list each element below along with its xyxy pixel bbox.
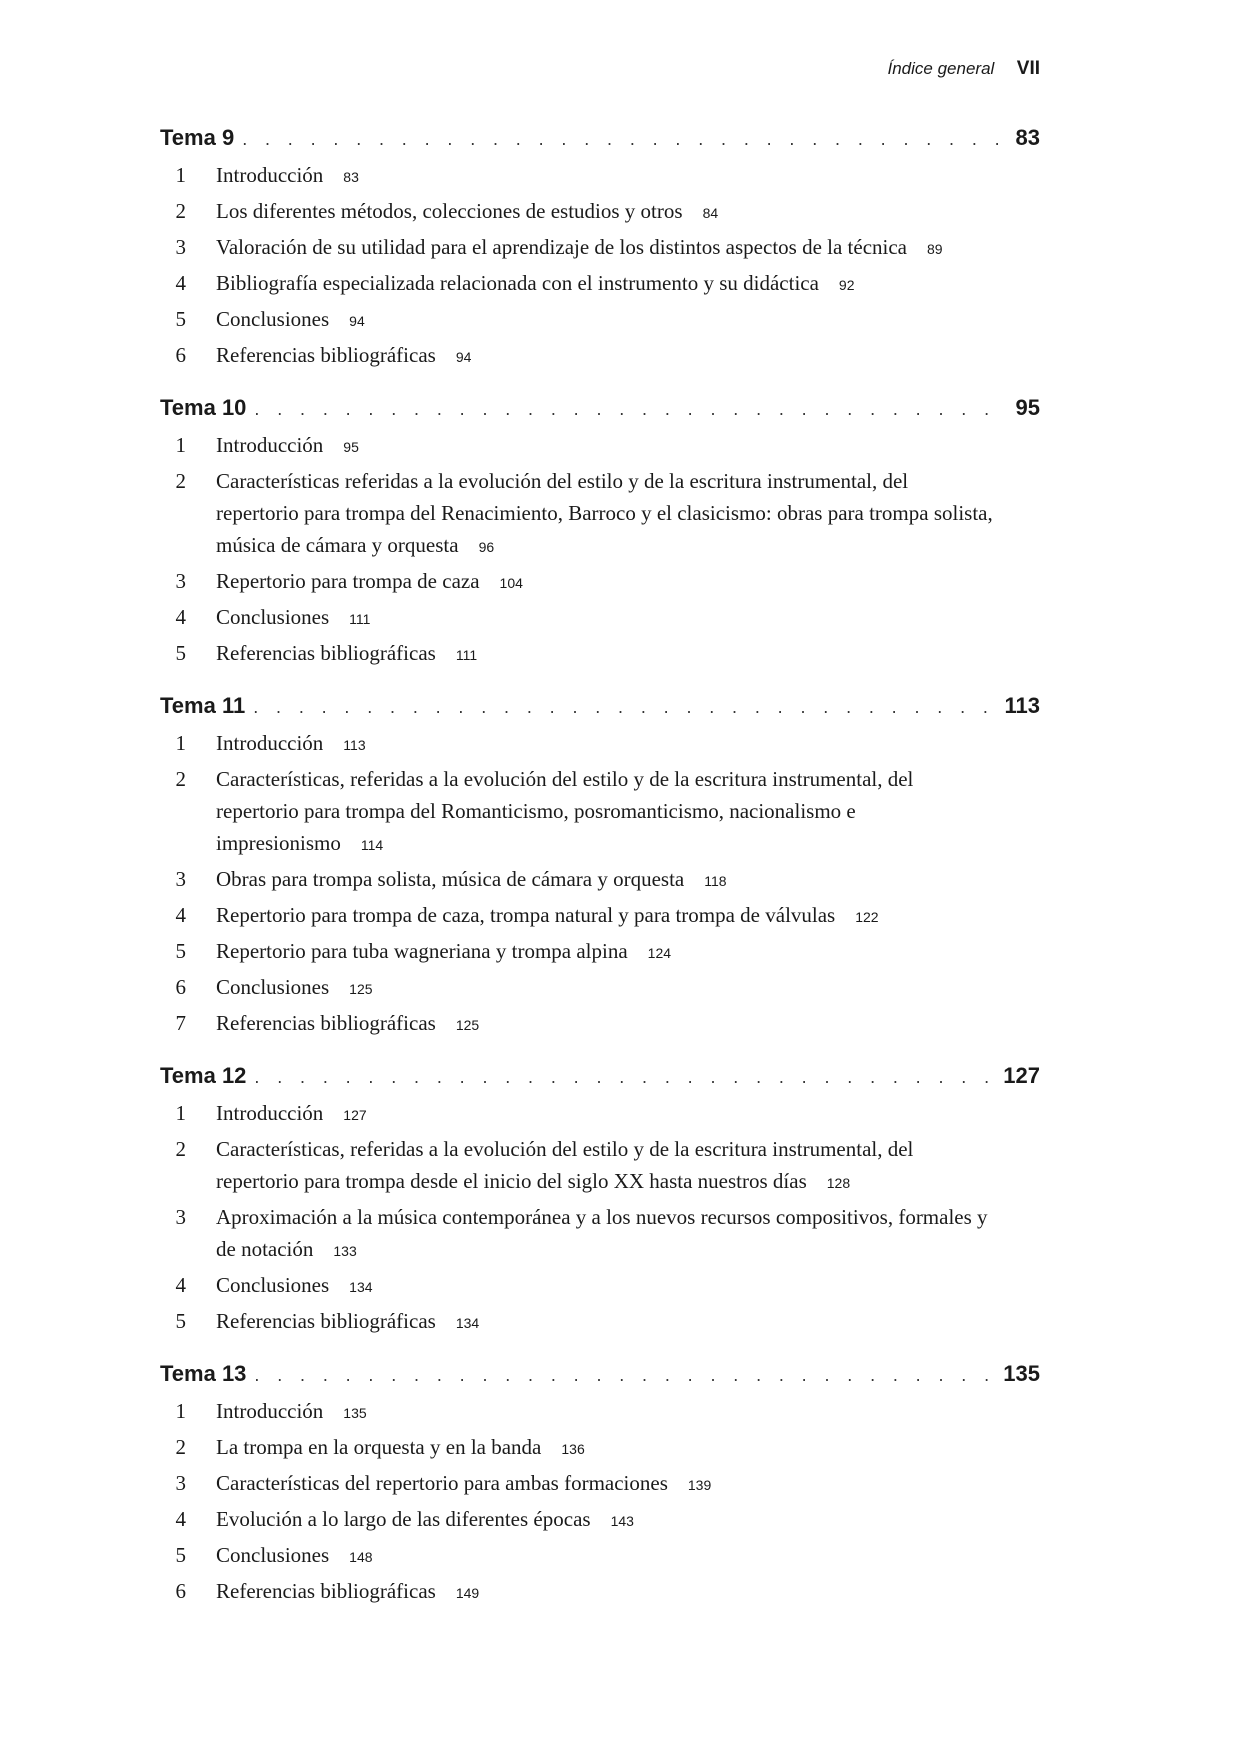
entry-body bbox=[216, 231, 996, 265]
toc-entry[interactable] bbox=[160, 899, 1040, 933]
entry-body bbox=[216, 1097, 996, 1131]
entry-body bbox=[216, 1575, 996, 1609]
entry-title: Obras para trompa solista, música de cámara y orquesta bbox=[216, 867, 685, 891]
entry-title: Bibliografía especializada relacionada con el instrumento y su didáctica bbox=[216, 271, 819, 295]
toc-section-heading[interactable] bbox=[160, 1361, 1040, 1395]
toc-entry[interactable] bbox=[160, 1467, 1040, 1501]
section-title: Tema 11 bbox=[160, 693, 246, 718]
entry-number: 4 bbox=[175, 271, 186, 295]
toc-entry[interactable] bbox=[160, 303, 1040, 337]
entry-page-number: 133 bbox=[333, 1243, 357, 1259]
entry-body bbox=[216, 899, 996, 933]
section-page-number: 95 bbox=[1015, 395, 1040, 420]
entry-body bbox=[216, 303, 996, 337]
entry-number: 2 bbox=[175, 199, 186, 223]
entry-page-number: 135 bbox=[343, 1405, 367, 1421]
entry-number: 2 bbox=[175, 767, 186, 791]
entry-title: La trompa en la orquesta y en la banda bbox=[216, 1435, 542, 1459]
entry-body bbox=[216, 1395, 996, 1429]
entry-title: Referencias bibliográficas bbox=[216, 1309, 436, 1333]
entry-number: 4 bbox=[175, 903, 186, 927]
entry-body bbox=[216, 601, 996, 635]
entry-number: 1 bbox=[175, 163, 186, 187]
entry-page-number: 94 bbox=[349, 313, 365, 329]
entry-body bbox=[216, 465, 996, 563]
entry-page-number: 124 bbox=[647, 945, 672, 961]
entry-body bbox=[216, 1539, 996, 1573]
section-title: Tema 9 bbox=[160, 125, 235, 150]
entry-title: Los diferentes métodos, colecciones de estudios y otros bbox=[216, 199, 683, 223]
entry-title: Introducción bbox=[216, 1399, 324, 1423]
entry-body bbox=[216, 763, 996, 861]
toc-entry[interactable] bbox=[160, 1097, 1040, 1131]
toc-entry[interactable] bbox=[160, 565, 1040, 599]
entry-number: 1 bbox=[175, 731, 186, 755]
entry-page-number: 134 bbox=[349, 1279, 373, 1295]
toc-entry[interactable] bbox=[160, 159, 1040, 193]
entry-page-number: 127 bbox=[343, 1107, 367, 1123]
toc-section bbox=[160, 1361, 1040, 1609]
entry-title: Referencias bibliográficas bbox=[216, 641, 436, 665]
dot-leader bbox=[254, 399, 1003, 420]
entry-title: Introducción bbox=[216, 731, 324, 755]
entry-number: 5 bbox=[175, 939, 186, 963]
entry-title: Introducción bbox=[216, 1101, 324, 1125]
toc-entry[interactable] bbox=[160, 1133, 1040, 1199]
entry-title: Características del repertorio para ambas formaciones bbox=[216, 1471, 668, 1495]
entry-body bbox=[216, 1503, 996, 1537]
entry-title: Conclusiones bbox=[216, 605, 330, 629]
dot-leader bbox=[253, 697, 992, 718]
entry-page-number: 128 bbox=[826, 1175, 851, 1191]
entry-page-number: 139 bbox=[687, 1477, 712, 1493]
entry-number: 4 bbox=[175, 605, 186, 629]
toc-entry[interactable] bbox=[160, 1575, 1040, 1609]
section-title: Tema 13 bbox=[160, 1361, 247, 1386]
entry-title: Conclusiones bbox=[216, 975, 330, 999]
toc-section-heading[interactable] bbox=[160, 1063, 1040, 1097]
toc-entry[interactable] bbox=[160, 231, 1040, 265]
toc-section-heading[interactable] bbox=[160, 125, 1040, 159]
section-page-number: 113 bbox=[1004, 693, 1040, 718]
running-header-title: Índice general bbox=[887, 59, 995, 78]
toc-entry[interactable] bbox=[160, 267, 1040, 301]
entry-page-number: 111 bbox=[455, 647, 478, 663]
entry-title: Repertorio para trompa de caza, trompa natural y para trompa de válvulas bbox=[216, 903, 836, 927]
entry-body bbox=[216, 565, 996, 599]
toc-entry-list bbox=[160, 727, 1040, 1041]
toc-entry[interactable] bbox=[160, 971, 1040, 1005]
toc-entry[interactable] bbox=[160, 1431, 1040, 1465]
toc-entry[interactable] bbox=[160, 1539, 1040, 1573]
entry-page-number: 92 bbox=[838, 277, 855, 293]
entry-page-number: 148 bbox=[349, 1549, 373, 1565]
entry-page-number: 113 bbox=[343, 737, 366, 753]
entry-body bbox=[216, 267, 996, 301]
entry-title: Características, referidas a la evolución del estilo y de la escritura instrumental, del repertorio para trompa desde el inicio del siglo XX hasta nuestros días bbox=[216, 1137, 914, 1193]
entry-page-number: 118 bbox=[704, 873, 727, 889]
entry-body bbox=[216, 1431, 996, 1465]
entry-body bbox=[216, 1269, 996, 1303]
toc-entry[interactable] bbox=[160, 1395, 1040, 1429]
entry-number: 6 bbox=[175, 1579, 186, 1603]
entry-number: 3 bbox=[175, 235, 186, 259]
toc-entry[interactable] bbox=[160, 727, 1040, 761]
toc-section bbox=[160, 693, 1040, 1041]
entry-title: Repertorio para tuba wagneriana y trompa alpina bbox=[216, 939, 628, 963]
toc-entry[interactable] bbox=[160, 601, 1040, 635]
entry-number: 5 bbox=[175, 1309, 186, 1333]
entry-title: Evolución a lo largo de las diferentes épocas bbox=[216, 1507, 591, 1531]
entry-body bbox=[216, 339, 996, 373]
toc-entry[interactable] bbox=[160, 863, 1040, 897]
toc-entry[interactable] bbox=[160, 429, 1040, 463]
entry-title: Referencias bibliográficas bbox=[216, 343, 436, 367]
toc-entry[interactable] bbox=[160, 1305, 1040, 1339]
toc-entry[interactable] bbox=[160, 1201, 1040, 1267]
entry-number: 4 bbox=[175, 1273, 186, 1297]
entry-body bbox=[216, 727, 996, 761]
entry-body bbox=[216, 1133, 996, 1199]
entry-number: 4 bbox=[175, 1507, 186, 1531]
toc-entry[interactable] bbox=[160, 637, 1040, 671]
entry-body bbox=[216, 1467, 996, 1501]
entry-number: 5 bbox=[175, 641, 186, 665]
entry-number: 1 bbox=[175, 1399, 186, 1423]
section-page-number: 135 bbox=[1003, 1361, 1040, 1386]
entry-page-number: 122 bbox=[855, 909, 879, 925]
section-title: Tema 12 bbox=[160, 1063, 247, 1088]
section-page-number: 127 bbox=[1003, 1063, 1040, 1088]
entry-number: 3 bbox=[175, 569, 186, 593]
toc-entry-list bbox=[160, 429, 1040, 671]
entry-body bbox=[216, 1305, 996, 1339]
entry-page-number: 104 bbox=[499, 575, 523, 591]
entry-title: Valoración de su utilidad para el aprendizaje de los distintos aspectos de la técnica bbox=[216, 235, 908, 259]
table-of-contents bbox=[160, 125, 1040, 1631]
section-title: Tema 10 bbox=[160, 395, 247, 420]
entry-title: Introducción bbox=[216, 433, 324, 457]
toc-entry[interactable] bbox=[160, 195, 1040, 229]
entry-page-number: 134 bbox=[455, 1315, 480, 1331]
entry-number: 3 bbox=[175, 1471, 186, 1495]
entry-number: 7 bbox=[175, 1011, 186, 1035]
section-page-number: 83 bbox=[1015, 125, 1040, 150]
entry-page-number: 111 bbox=[349, 611, 371, 627]
entry-page-number: 114 bbox=[360, 837, 384, 853]
entry-title: Aproximación a la música contemporánea y a los nuevos recursos compositivos, formales y de notación bbox=[216, 1205, 988, 1261]
entry-number: 5 bbox=[175, 1543, 186, 1567]
entry-title: Conclusiones bbox=[216, 307, 330, 331]
entry-title: Introducción bbox=[216, 163, 324, 187]
entry-page-number: 94 bbox=[455, 349, 472, 365]
entry-number: 2 bbox=[175, 469, 186, 493]
entry-body bbox=[216, 637, 996, 671]
entry-body bbox=[216, 935, 996, 969]
entry-page-number: 125 bbox=[455, 1017, 480, 1033]
dot-leader bbox=[254, 1067, 991, 1088]
entry-page-number: 89 bbox=[927, 241, 943, 257]
running-header bbox=[0, 58, 1040, 80]
entry-body bbox=[216, 159, 996, 193]
entry-number: 1 bbox=[175, 1101, 186, 1125]
entry-number: 2 bbox=[175, 1137, 186, 1161]
entry-title: Conclusiones bbox=[216, 1273, 330, 1297]
entry-body bbox=[216, 195, 996, 229]
toc-entry-list bbox=[160, 1097, 1040, 1339]
toc-entry-list bbox=[160, 159, 1040, 373]
entry-title: Conclusiones bbox=[216, 1543, 330, 1567]
entry-page-number: 96 bbox=[478, 539, 495, 555]
entry-page-number: 95 bbox=[343, 439, 359, 455]
entry-page-number: 84 bbox=[702, 205, 719, 221]
toc-entry-list bbox=[160, 1395, 1040, 1609]
entry-page-number: 143 bbox=[610, 1513, 634, 1529]
toc-section-heading[interactable] bbox=[160, 693, 1040, 727]
entry-number: 6 bbox=[175, 975, 186, 999]
entry-title: Repertorio para trompa de caza bbox=[216, 569, 480, 593]
running-header-page-number: VII bbox=[1016, 58, 1040, 79]
entry-body bbox=[216, 1007, 996, 1041]
entry-body bbox=[216, 971, 996, 1005]
toc-entry[interactable] bbox=[160, 935, 1040, 969]
entry-title: Características, referidas a la evolución del estilo y de la escritura instrumental, del repertorio para trompa del Romanticismo, posromanticismo, nacionalismo e impresionismo bbox=[216, 767, 914, 855]
entry-body bbox=[216, 429, 996, 463]
entry-number: 3 bbox=[175, 1205, 186, 1229]
toc-entry[interactable] bbox=[160, 763, 1040, 861]
entry-number: 5 bbox=[175, 307, 186, 331]
entry-body bbox=[216, 863, 996, 897]
toc-section-heading[interactable] bbox=[160, 395, 1040, 429]
toc-entry[interactable] bbox=[160, 1269, 1040, 1303]
toc-section bbox=[160, 125, 1040, 373]
entry-number: 3 bbox=[175, 867, 186, 891]
entry-number: 2 bbox=[175, 1435, 186, 1459]
entry-page-number: 149 bbox=[455, 1585, 480, 1601]
toc-entry[interactable] bbox=[160, 465, 1040, 563]
entry-page-number: 136 bbox=[561, 1441, 585, 1457]
dot-leader bbox=[242, 129, 1003, 150]
entry-body bbox=[216, 1201, 996, 1267]
entry-page-number: 125 bbox=[349, 981, 373, 997]
toc-section bbox=[160, 1063, 1040, 1339]
toc-entry[interactable] bbox=[160, 1503, 1040, 1537]
toc-entry[interactable] bbox=[160, 339, 1040, 373]
entry-title: Características referidas a la evolución del estilo y de la escritura instrumental, del repertorio para trompa del Renacimiento, Barroco y el clasicismo: obras para trompa solista, música de cámara y orquesta bbox=[216, 469, 993, 557]
entry-page-number: 83 bbox=[343, 169, 359, 185]
toc-entry[interactable] bbox=[160, 1007, 1040, 1041]
entry-number: 1 bbox=[175, 433, 186, 457]
toc-section bbox=[160, 395, 1040, 671]
entry-title: Referencias bibliográficas bbox=[216, 1011, 436, 1035]
dot-leader bbox=[254, 1365, 991, 1386]
entry-title: Referencias bibliográficas bbox=[216, 1579, 436, 1603]
entry-number: 6 bbox=[175, 343, 186, 367]
